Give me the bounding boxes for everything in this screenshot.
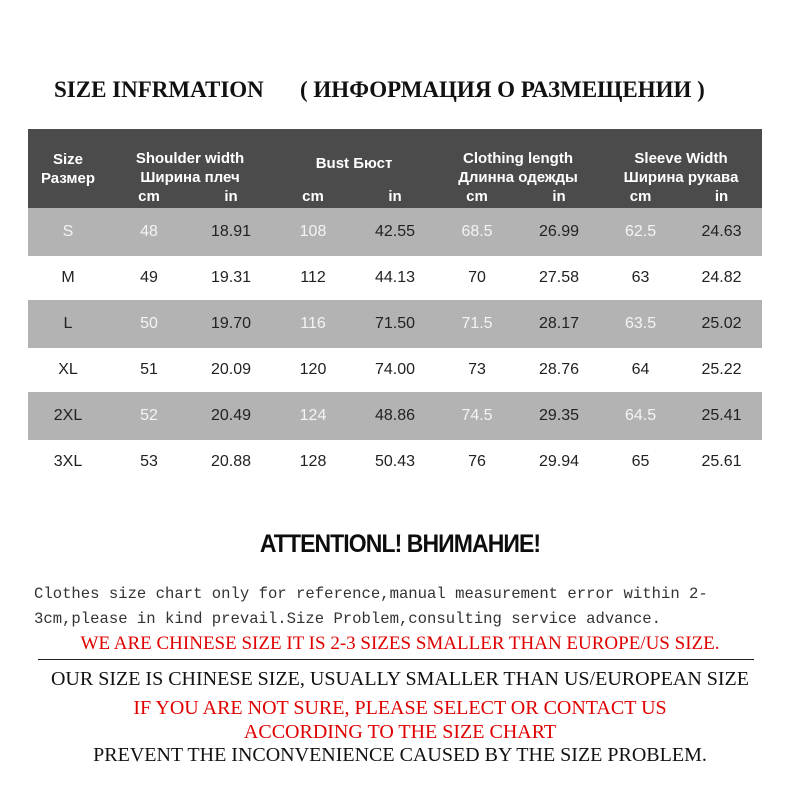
unit-cell: cm <box>466 188 488 205</box>
unit-cell: cm <box>302 188 324 205</box>
table-row <box>28 256 762 300</box>
value-cell: 120 <box>299 361 327 378</box>
value-cell: 124 <box>299 407 327 424</box>
unit-cell: cm <box>138 188 160 205</box>
value-cell: 24.82 <box>701 269 742 286</box>
value-cell: 18.91 <box>210 223 252 240</box>
value-cell: 28.76 <box>539 361 580 378</box>
unit-cell: in <box>388 188 402 205</box>
unit-cell: in <box>224 188 238 205</box>
table-row <box>28 300 762 348</box>
size-chart-notice: ACCORDING TO THE SIZE CHART <box>243 721 557 743</box>
size-cell: 3XL <box>53 453 83 470</box>
value-cell: 20.09 <box>210 361 252 378</box>
header-size-en: Size <box>52 150 83 168</box>
value-cell: 74.5 <box>461 407 493 424</box>
size-information-title <box>52 74 772 110</box>
value-cell: 19.31 <box>210 269 252 286</box>
header-shoulder-width <box>108 129 272 187</box>
value-cell: 25.22 <box>701 361 742 378</box>
value-cell: 52 <box>140 407 158 424</box>
header-bust <box>272 129 436 187</box>
size-cell: M <box>61 269 75 286</box>
table-row <box>28 348 762 392</box>
value-cell: 19.70 <box>210 315 252 332</box>
value-cell: 20.88 <box>210 453 252 470</box>
value-cell: 53 <box>140 453 158 470</box>
value-cell: 71.5 <box>461 315 493 332</box>
value-cell: 27.58 <box>539 269 580 286</box>
value-cell: 48.86 <box>374 407 416 424</box>
value-cell: 65 <box>631 453 650 470</box>
value-cell: 50.43 <box>374 453 416 470</box>
value-cell: 24.63 <box>701 223 742 240</box>
header-shoulder-en: Shoulder width <box>135 150 245 167</box>
header-sleeve-ru: Ширина рукава <box>623 169 739 186</box>
value-cell: 29.94 <box>539 453 580 470</box>
size-cell: L <box>63 315 73 332</box>
value-cell: 63 <box>631 269 650 286</box>
header-bust-en: Bust Бюст <box>315 154 393 172</box>
value-cell: 50 <box>140 315 158 332</box>
unit-cell: in <box>552 188 566 205</box>
header-sleeve-width <box>600 129 762 187</box>
value-cell: 48 <box>140 223 158 240</box>
header-size-ru: Размер <box>40 169 96 187</box>
header-length-en: Clothing length <box>463 150 574 167</box>
attention-heading: ATTENTIONL! ВНИМАНИЕ! <box>259 530 541 558</box>
contact-us-notice: IF YOU ARE NOT SURE, PLEASE SELECT OR CONTACT US <box>133 697 667 719</box>
value-cell: 68.5 <box>461 223 493 240</box>
divider-line <box>38 659 754 660</box>
value-cell: 25.41 <box>701 407 742 424</box>
table-row <box>28 440 762 484</box>
size-cell: S <box>62 223 74 240</box>
value-cell: 108 <box>299 223 327 240</box>
header-clothing-length <box>436 129 600 187</box>
header-sleeve-en: Sleeve Width <box>634 150 728 167</box>
table-body <box>28 208 762 484</box>
our-size-notice: OUR SIZE IS CHINESE SIZE, USUALLY SMALLER THAN US/EUROPEAN SIZE <box>50 668 749 690</box>
table-row <box>28 392 762 440</box>
size-cell: 2XL <box>53 407 83 424</box>
reference-note: Clothes size chart only for reference,manual measurement error within 2-3cm,please in kind prevail.Size Problem,consulting service advance. <box>34 585 708 628</box>
value-cell: 25.02 <box>701 315 742 332</box>
value-cell: 73 <box>468 361 486 378</box>
value-cell: 64.5 <box>624 407 657 424</box>
header-shoulder-ru: Ширина плеч <box>140 169 240 186</box>
value-cell: 49 <box>140 269 158 286</box>
chinese-size-warning: WE ARE CHINESE SIZE IT IS 2-3 SIZES SMALLER THAN EUROPE/US SIZE. <box>80 633 720 654</box>
header-length-ru: Длинна одежды <box>458 169 578 186</box>
value-cell: 44.13 <box>374 269 416 286</box>
value-cell: 25.61 <box>701 453 742 470</box>
value-cell: 62.5 <box>624 223 657 240</box>
value-cell: 116 <box>300 315 326 332</box>
value-cell: 51 <box>140 361 158 378</box>
value-cell: 128 <box>299 453 327 470</box>
value-cell: 64 <box>631 361 650 378</box>
header-size <box>28 129 108 208</box>
unit-cell: cm <box>629 188 652 205</box>
value-cell: 28.17 <box>539 315 580 332</box>
title-english: SIZE INFRMATION <box>54 77 264 102</box>
top-band <box>0 0 800 22</box>
title-russian: ( ИНФОРМАЦИЯ О РАЗМЕЩЕНИИ ) <box>300 77 705 102</box>
size-cell: XL <box>58 361 78 378</box>
value-cell: 71.50 <box>374 315 416 332</box>
table-row <box>28 208 762 256</box>
value-cell: 20.49 <box>210 407 252 424</box>
value-cell: 26.99 <box>539 223 580 240</box>
value-cell: 76 <box>468 453 486 470</box>
value-cell: 42.55 <box>374 223 416 240</box>
value-cell: 63.5 <box>624 315 657 332</box>
table-header <box>28 129 762 208</box>
value-cell: 112 <box>300 269 326 286</box>
size-table <box>28 129 762 484</box>
value-cell: 29.35 <box>539 407 580 424</box>
value-cell: 74.00 <box>374 361 416 378</box>
value-cell: 70 <box>468 269 486 286</box>
unit-cell: in <box>714 188 729 205</box>
inconvenience-notice: PREVENT THE INCONVENIENCE CAUSED BY THE SIZE PROBLEM. <box>93 744 707 766</box>
